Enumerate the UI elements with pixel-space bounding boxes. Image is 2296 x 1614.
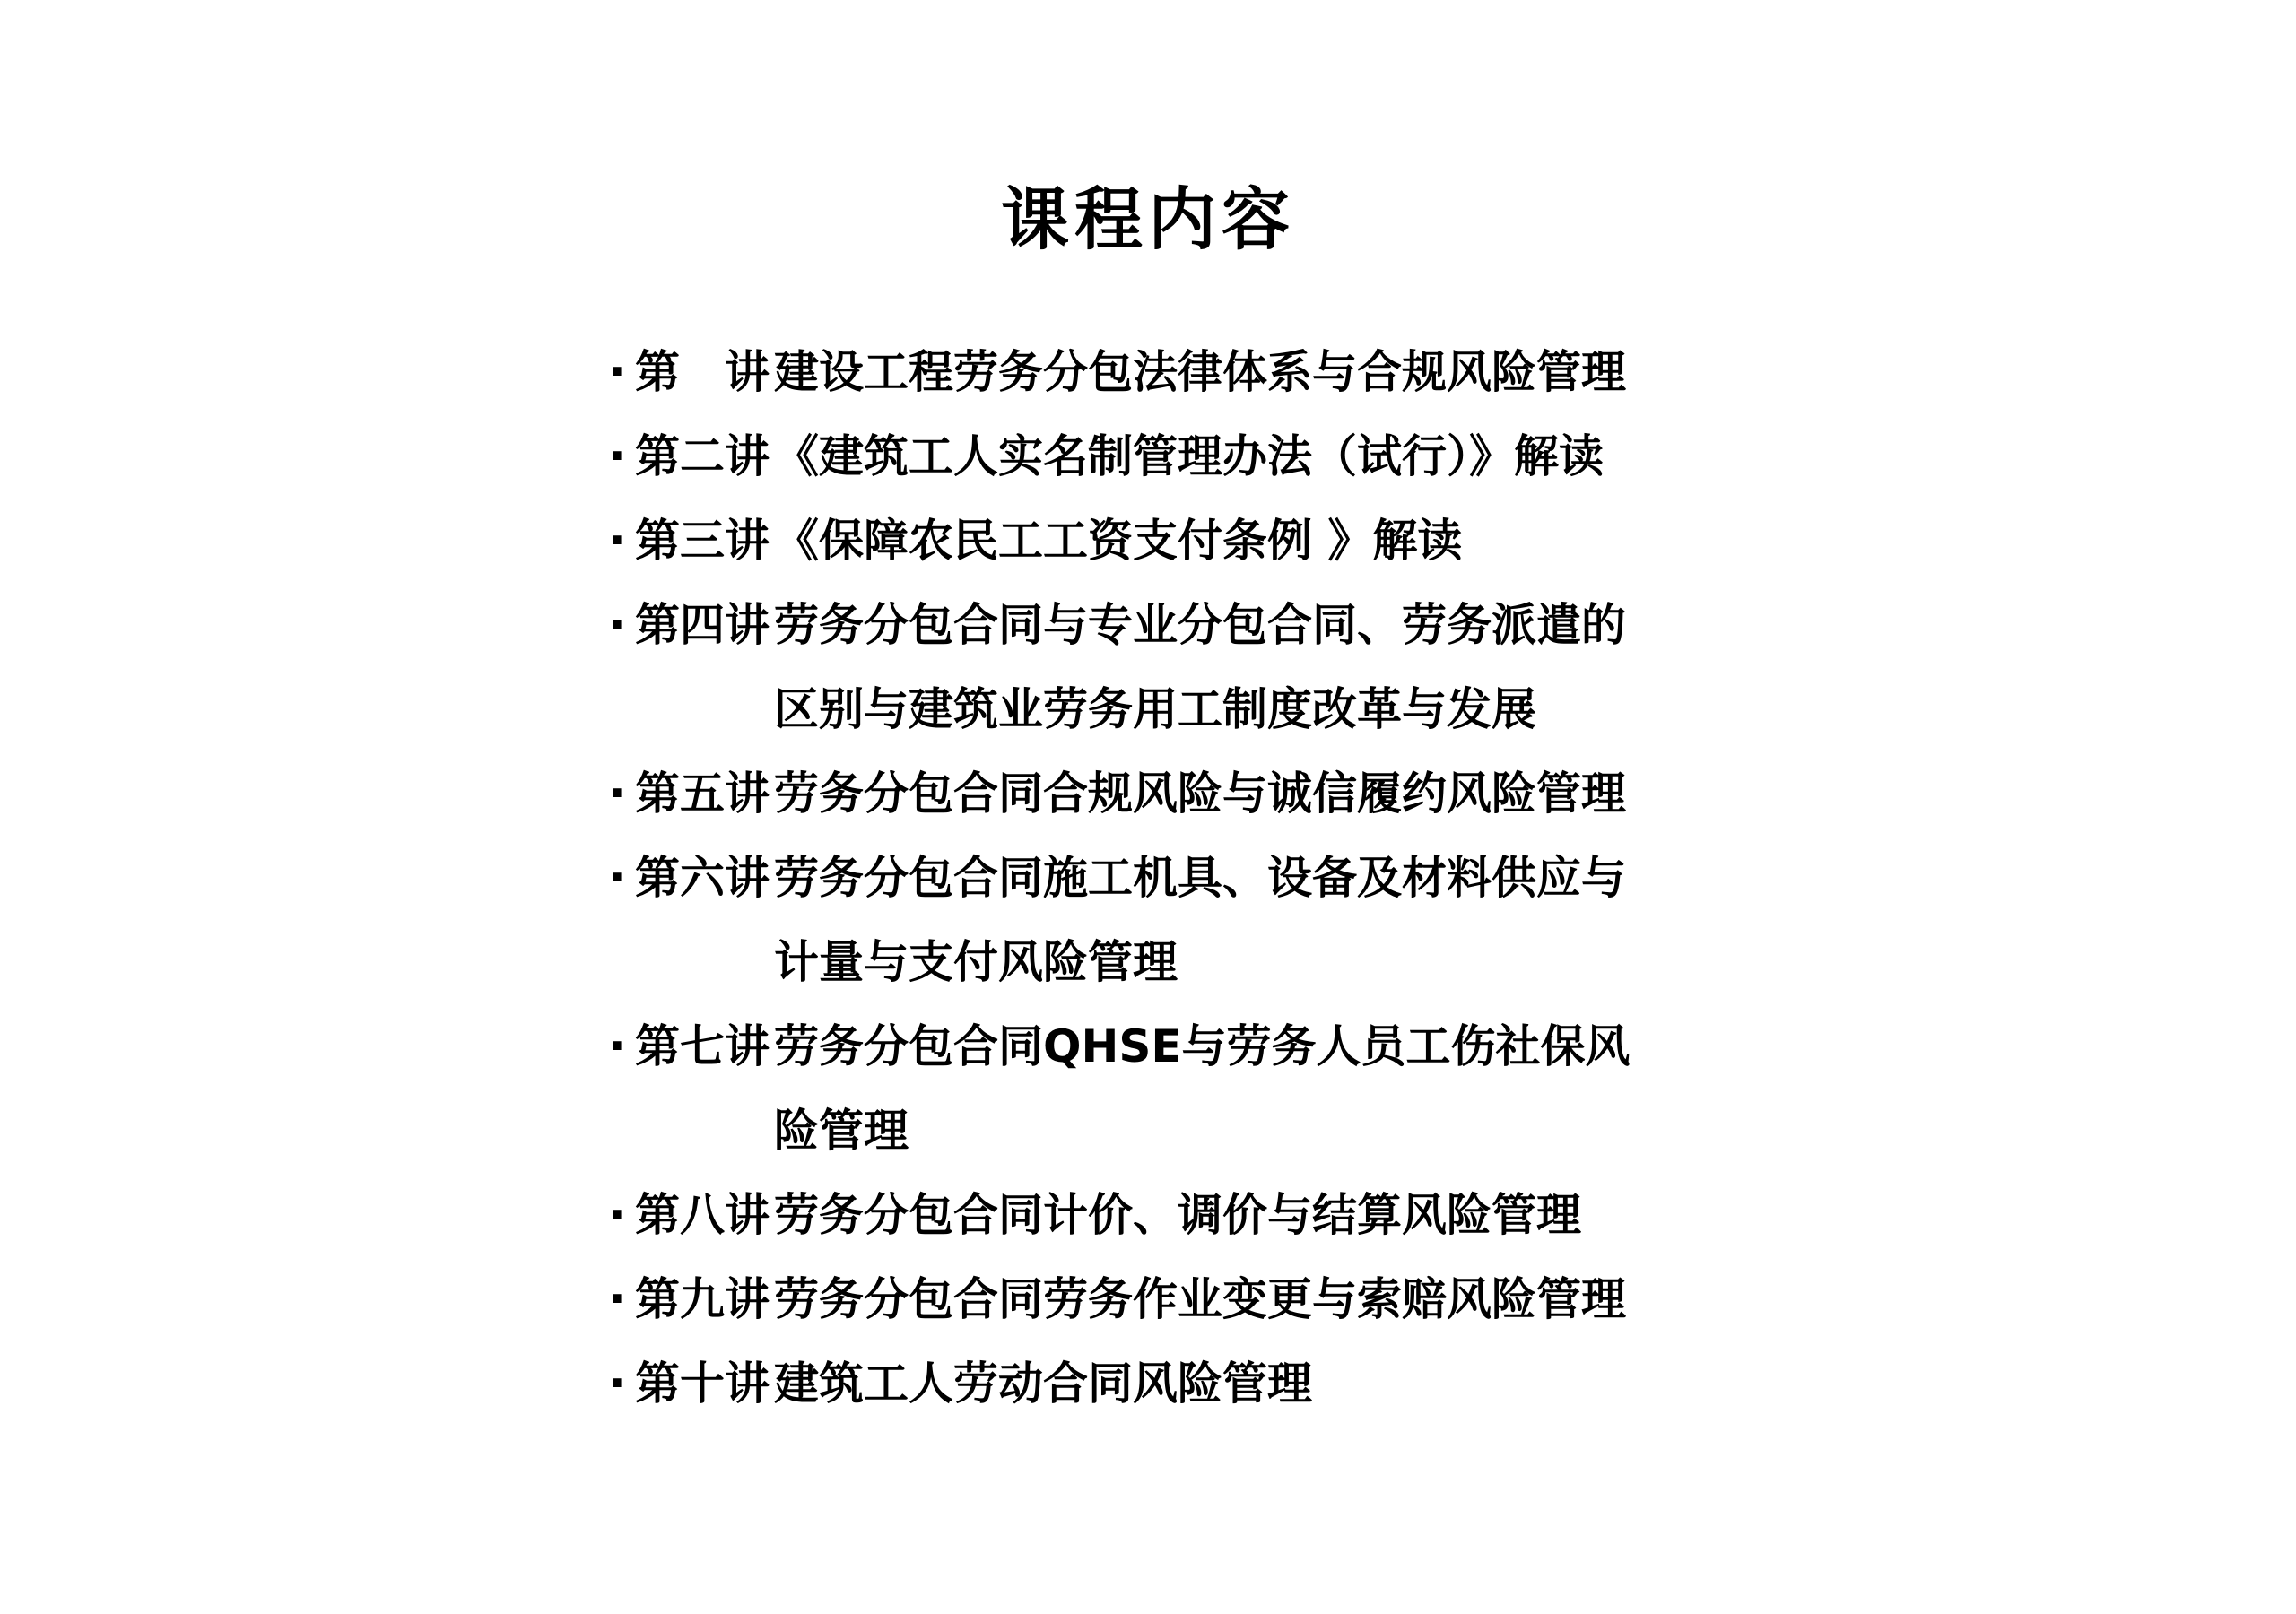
lecture-number: 第 讲 [635,346,770,398]
lecture-title-line: 劳务分包合同QHSE与劳务人员工伤社保风 [774,1020,1631,1072]
page-title: 课程内容 [1001,179,1295,259]
lecture-number: 第七讲 [635,1020,770,1072]
lecture-title [774,414,1675,499]
lecture-number: 第五讲 [635,768,770,820]
bullet-icon: · [608,1357,626,1410]
lecture-number: 第九讲 [635,1273,770,1325]
lecture-item-1 [599,330,1711,414]
bullet-icon: · [608,767,626,820]
lecture-list [599,330,1711,1426]
lecture-item-8 [599,1173,1711,1257]
lecture-title [774,1257,1675,1341]
lecture-item-4 [599,583,1711,751]
lecture-title [774,751,1675,836]
lecture-title-line: 区别与建筑业劳务用工制度改革与发展 [774,683,1536,735]
lecture-title-line: 计量与支付风险管理 [774,936,1178,988]
bullet-icon: · [608,514,626,568]
lecture-item-6 [599,836,1711,1004]
bullet-icon: · [608,345,626,399]
lecture-title [774,499,1675,583]
bullet-icon: · [608,851,626,905]
lecture-title [774,1341,1675,1426]
lecture-item-2 [599,414,1711,499]
lecture-number: 第四讲 [635,599,770,651]
lecture-title-line: 《保障农民工工资支付条例 》解读 [774,515,1463,567]
lecture-title [774,836,1675,1004]
lecture-title-line: 建筑工人劳动合同风险管理 [774,1358,1312,1410]
lecture-title-line: 劳务分包合同合规风险与诚信履约风险管理 [774,768,1626,820]
bullet-icon: · [608,598,626,652]
lecture-number: 第三讲 [635,515,770,567]
lecture-number: 第六讲 [635,852,770,904]
lecture-title [774,583,1675,751]
lecture-item-3 [599,499,1711,583]
bullet-icon: · [608,1188,626,1242]
lecture-title [774,1173,1675,1257]
lecture-title-line: 劳务分包合同劳务作业变更与索赔风险管理 [774,1273,1626,1325]
lecture-title-line: 劳务分包合同施工机具、设备及材料供应与 [774,852,1626,904]
lecture-number: 第二讲 [635,430,770,482]
lecture-item-9 [599,1257,1711,1341]
bullet-icon: · [608,1020,626,1073]
lecture-title-line: 劳务分包合同计价、调价与结算风险管理 [774,1189,1581,1241]
lecture-title-line: 建设工程劳务分包法律体系与合规风险管理 [774,346,1626,398]
bullet-icon: · [608,430,626,483]
lecture-title-line: 险管理 [774,1105,909,1157]
lecture-item-10 [599,1341,1711,1426]
lecture-title [774,330,1675,414]
lecture-title [774,1004,1675,1173]
lecture-number: 第八讲 [635,1189,770,1241]
lecture-item-7 [599,1004,1711,1173]
bullet-icon: · [608,1272,626,1326]
lecture-number: 第十讲 [635,1358,770,1410]
lecture-item-5 [599,751,1711,836]
lecture-title-line: 《建筑工人实名制管理办法（试行）》解读 [774,430,1604,482]
lecture-title-line: 劳务分包合同与专业分包合同、劳务派遣的 [774,599,1626,651]
